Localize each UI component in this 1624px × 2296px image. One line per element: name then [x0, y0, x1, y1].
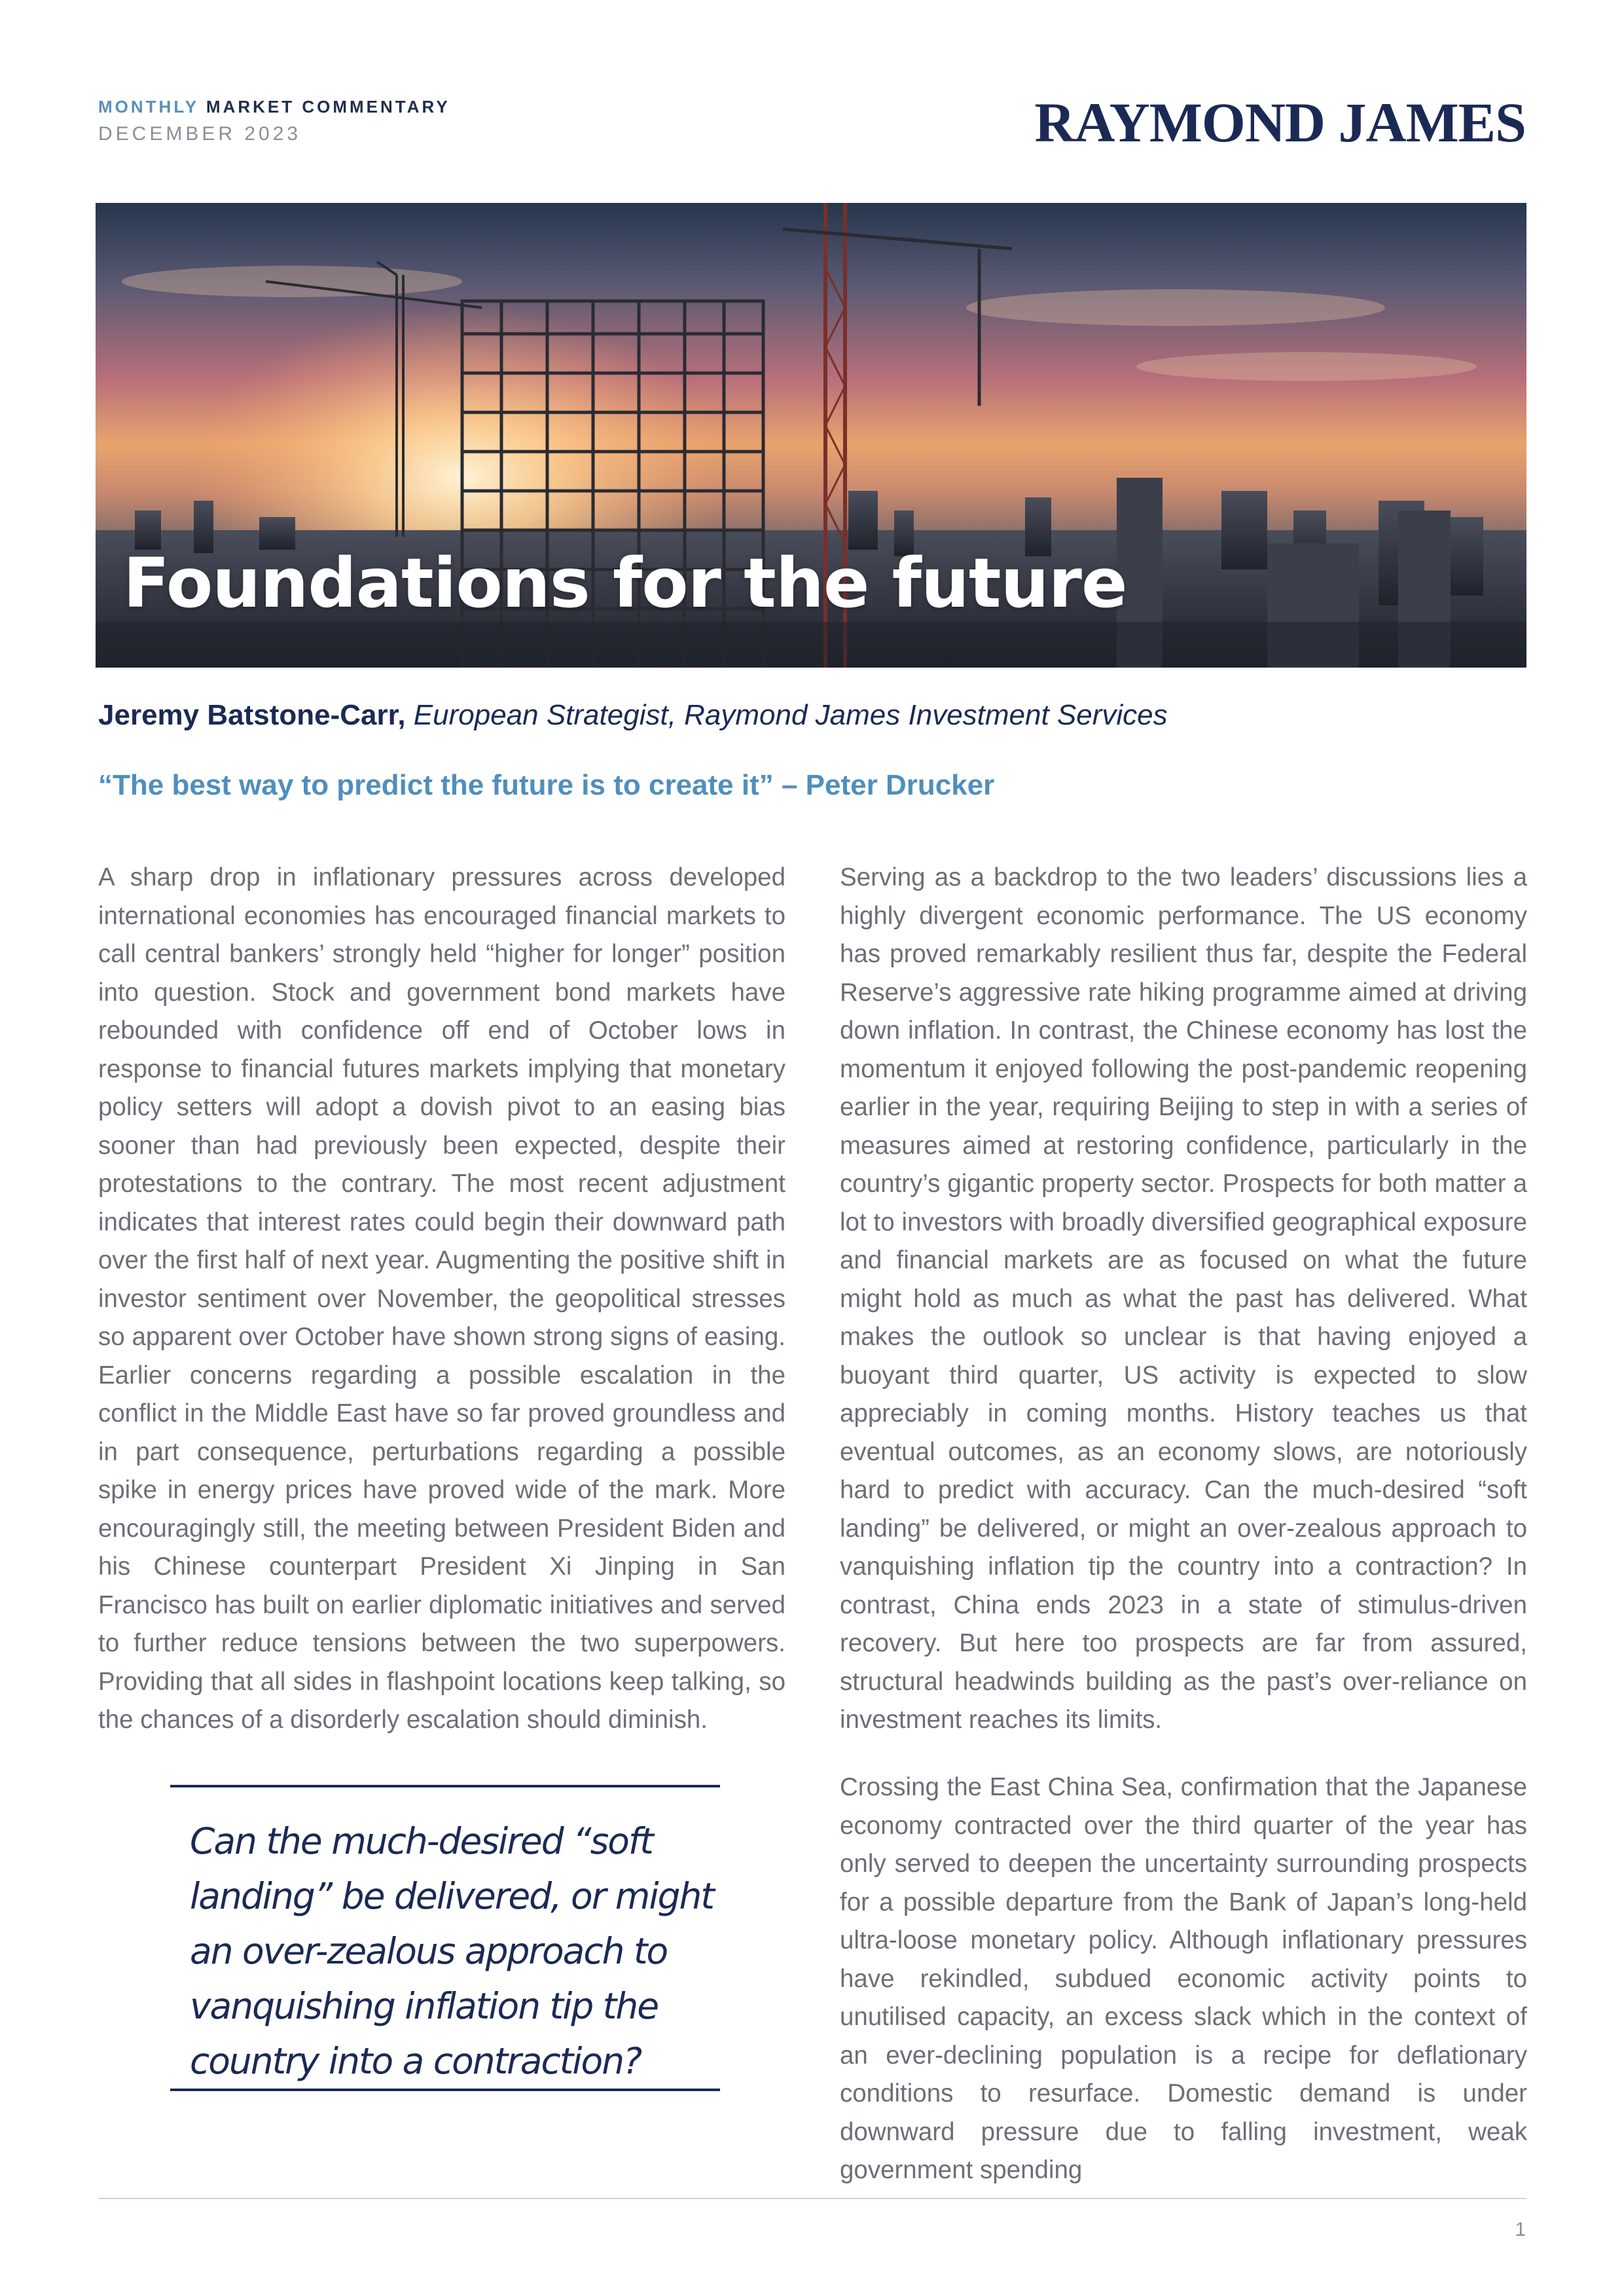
body-left-paragraph: A sharp drop in inflationary pressures across developed international economies has encouraged financial markets to call central bankers’ strongly held “higher for longer” position into question. Stock and government bond markets have rebounded with confidence off end of October lows in response to financial futures markets implying that monetary policy setters will adopt a dovish pivot to an easing bias sooner than had previously been expected, despite their protestations to the contrary. The most recent adjustment indicates that interest rates could begin their downward path over the first half of next year. Augmenting the positive shift in investor sentiment over November, the geopolitical stresses so apparent over October have shown strong signs of easing. Earlier concerns regarding a possible escalation in the conflict in the Middle East have so far proved groundless and in part consequence, perturbations regarding a possible spike in energy prices have proved wide of the mark. More encouragingly still, the meeting between President Biden and his Chinese counterpart President Xi Jinping in San Francisco has built on earlier diplomatic initiatives and served to further reduce tensions between the two superpowers. Providing that all sides in flashpoint locations keep talking, so the chances of a disorderly escalation should diminish.: [98, 863, 785, 1734]
epigraph-quote: “The best way to predict the future is to create it” – Peter Drucker: [98, 769, 995, 801]
author-role: European Strategist, Raymond James Investment Services: [413, 699, 1168, 731]
page-number: 1: [1515, 2219, 1526, 2240]
report-date: DECEMBER 2023: [98, 123, 302, 145]
kicker-commentary: MARKET COMMENTARY: [206, 97, 450, 117]
body-right-paragraph-1: Serving as a backdrop to the two leaders’ discussions lies a highly divergent economic performance. The US economy has proved remarkably resilient thus far, despite the Federal Reserve’s aggressive rate hiking programme aimed at driving down inflation. In contrast, the Chinese economy has lost the momentum it enjoyed following the post-pandemic reopening earlier in the year, requiring Beijing to step in with a series of measures aimed at restoring confidence, particularly in the country’s gigantic property sector. Prospects for both matter a lot to investors with broadly diversified geographical exposure and financial markets are as focused on what the future might hold as much as what the past has delivered. What makes the outlook so unclear is that having enjoyed a buoyant third quarter, US activity is expected to slow appreciably in coming months. History teaches us that eventual outcomes, as an economy slows, are notoriously hard to predict with accuracy. Can the much-desired “soft landing” be delivered, or might an over-zealous approach to vanquishing inflation tip the country into a contraction? In contrast, China ends 2023 in a state of stimulus-driven recovery. But here too prospects are far from assured, structural headwinds building as the past’s over-reliance on investment reaches its limits.: [840, 863, 1527, 1734]
author-name: Jeremy Batstone-Carr,: [98, 699, 406, 731]
hero-title: Foundations for the future: [123, 543, 1127, 623]
footer-divider: [98, 2198, 1526, 2199]
byline: [98, 699, 1168, 732]
report-kicker: [98, 95, 450, 118]
raymond-james-logo: RAYMOND JAMES: [1034, 91, 1526, 154]
hero-image: [96, 203, 1526, 668]
kicker-monthly: MONTHLY: [98, 97, 199, 117]
pull-quote: Can the much-desired “soft landing” be delivered, or might an over-zealous approach to vanquishing inflation tip the country into a contraction?: [170, 1785, 720, 2091]
report-header: [98, 95, 450, 150]
body-right-paragraph-2: Crossing the East China Sea, confirmation that the Japanese economy contracted over the third quarter of the year has only served to deepen the uncertainty surrounding prospects for a possible departure from the Bank of Japan’s long-held ultra-loose monetary policy. Although inflationary pressures have rekindled, subdued economic activity points to unutilised capacity, an excess slack which in the context of an ever-declining population is a recipe for deflationary conditions to resurface. Domestic demand is under downward pressure due to falling investment, weak government spending: [840, 1773, 1527, 2184]
